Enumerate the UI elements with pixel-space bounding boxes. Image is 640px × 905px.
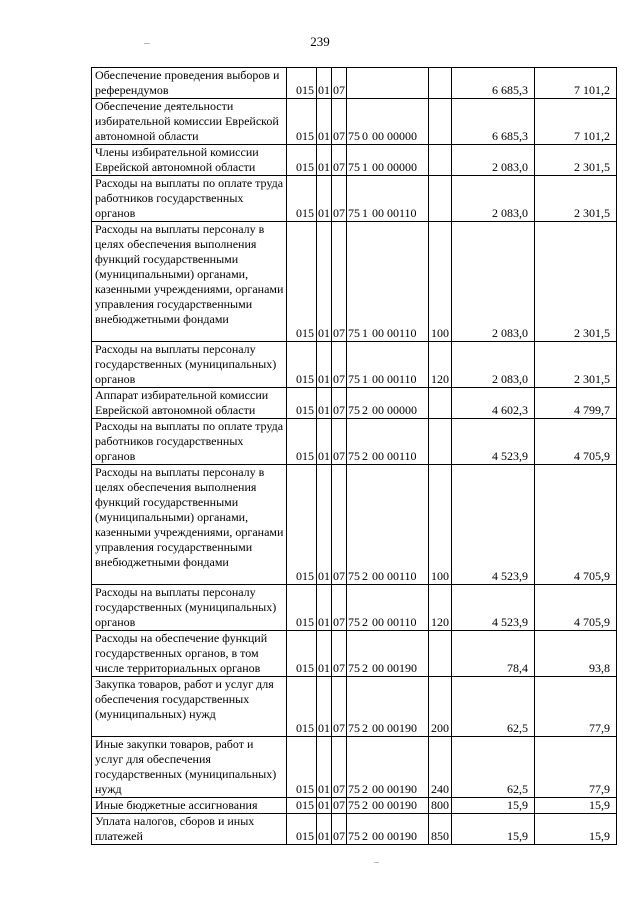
article-subprogram-code: 2 [362, 661, 368, 675]
amount-2017-cell: 2 083,0 [452, 222, 535, 342]
article-direction-code: 00 00110 [372, 206, 417, 220]
article-subprogram-code: 2 [362, 782, 368, 796]
table-row [92, 419, 617, 465]
article-direction-code: 00 00110 [372, 372, 417, 386]
section-cell: 01 [317, 585, 332, 631]
article-program-code: 75 [348, 661, 360, 675]
scan-mark [374, 862, 379, 863]
expense-name-cell: Расходы на выплаты по оплате труда работников государственных органов [92, 419, 287, 465]
section-cell: 01 [317, 176, 332, 222]
section-cell: 01 [317, 737, 332, 798]
expense-name-cell: Обеспечение деятельности избирательной комиссии Еврейской автономной области [92, 99, 287, 145]
article-direction-code: 00 00000 [372, 129, 417, 143]
subsection-cell: 07 [332, 585, 347, 631]
expense-name-cell: Расходы на выплаты персоналу в целях обеспечения выполнения функций государственными (муниципальными) органами, казенными учреждениями, органами управления государственными внебюджетными фондами [92, 222, 287, 342]
expense-type-cell [429, 388, 452, 419]
section-cell: 01 [317, 388, 332, 419]
article-program-code: 75 [348, 326, 360, 340]
article-program-code: 75 [348, 829, 360, 843]
table-row [92, 388, 617, 419]
ministry-code-cell: 015 [287, 388, 317, 419]
section-cell: 01 [317, 222, 332, 342]
ministry-code-cell: 015 [287, 798, 317, 814]
section-cell: 01 [318, 798, 330, 812]
article-program-code: 75 [348, 206, 360, 220]
target-article-cell [347, 388, 429, 419]
target-article-cell [347, 68, 429, 99]
target-article-cell [347, 631, 429, 677]
ministry-code-cell: 015 [287, 68, 317, 99]
amount-2018-cell: 2 301,5 [535, 176, 617, 222]
subsection-cell: 07 [332, 465, 347, 585]
table-row [92, 585, 617, 631]
expense-name-cell: Иные закупки товаров, работ и услуг для обеспечения государственных (муниципальных) нужд [92, 737, 287, 798]
amount-2017-cell: 2 083,0 [452, 342, 535, 388]
section-cell: 01 [317, 465, 332, 585]
article-subprogram-code: 0 [362, 129, 368, 143]
subsection-cell: 07 [332, 99, 347, 145]
amount-2018-cell: 77,9 [535, 677, 617, 737]
article-subprogram-code: 1 [362, 372, 368, 386]
amount-2018-cell: 77,9 [535, 737, 617, 798]
expense-name-cell: Иные бюджетные ассигнования [92, 798, 287, 814]
ministry-code-cell: 015 [287, 737, 317, 798]
section-cell: 01 [317, 631, 332, 677]
subsection-cell: 07 [333, 798, 345, 812]
amount-2017-cell: 6 685,3 [452, 68, 535, 99]
table-row [92, 465, 617, 585]
amount-2017-cell: 4 602,3 [452, 388, 535, 419]
target-article-cell [347, 814, 429, 845]
expense-name-cell: Расходы на выплаты персоналу государственных (муниципальных) органов [92, 342, 287, 388]
amount-2018-cell: 2 301,5 [535, 222, 617, 342]
ministry-code-cell: 015 [287, 222, 317, 342]
table-row [92, 176, 617, 222]
target-article-cell [347, 798, 429, 814]
article-program-code: 75 [348, 782, 360, 796]
section-cell: 01 [317, 145, 332, 176]
expense-name-cell: Обеспечение проведения выборов и референдумов [92, 68, 287, 99]
expense-name-cell: Закупка товаров, работ и услуг для обеспечения государственных (муниципальных) нужд [92, 677, 287, 737]
ministry-code-cell: 015 [287, 814, 317, 845]
expense-name-cell: Расходы на обеспечение функций государственных органов, в том числе территориальных органов [92, 631, 287, 677]
amount-2018-cell: 4 799,7 [535, 388, 617, 419]
expense-type-cell [429, 99, 452, 145]
expense-type-cell [429, 68, 452, 99]
ministry-code-cell: 015 [287, 585, 317, 631]
subsection-cell: 07 [332, 222, 347, 342]
expense-type-cell: 800 [429, 798, 452, 814]
table-row [92, 68, 617, 99]
target-article-cell [347, 419, 429, 465]
expense-type-cell: 120 [429, 342, 452, 388]
table-row [92, 222, 617, 342]
article-subprogram-code: 2 [362, 829, 368, 843]
amount-2018-cell: 4 705,9 [535, 465, 617, 585]
article-subprogram-code: 1 [362, 206, 368, 220]
target-article-cell [347, 99, 429, 145]
page-number: 239 [310, 34, 330, 49]
subsection-cell: 07 [332, 677, 347, 737]
expense-type-cell: 100 [429, 465, 452, 585]
amount-2018-cell: 15,9 [535, 798, 617, 814]
ministry-code-cell: 015 [287, 145, 317, 176]
article-subprogram-code: 2 [362, 798, 368, 812]
expense-type-cell [429, 145, 452, 176]
amount-2017-cell: 15,9 [452, 798, 535, 814]
section-cell: 01 [317, 99, 332, 145]
scan-mark [144, 43, 150, 44]
article-direction-code: 00 00110 [372, 569, 417, 583]
subsection-cell: 07 [332, 814, 347, 845]
ministry-code-cell: 015 [287, 99, 317, 145]
target-article-cell [347, 342, 429, 388]
table-row [92, 737, 617, 798]
section-cell: 01 [317, 342, 332, 388]
amount-2017-cell: 6 685,3 [452, 99, 535, 145]
expense-type-cell: 120 [429, 585, 452, 631]
target-article-cell [347, 737, 429, 798]
amount-2017-cell: 15,9 [452, 814, 535, 845]
expense-name-cell: Расходы на выплаты по оплате труда работников государственных органов [92, 176, 287, 222]
amount-2017-cell: 4 523,9 [452, 419, 535, 465]
section-cell: 01 [317, 419, 332, 465]
ministry-code-cell: 015 [287, 465, 317, 585]
article-program-code: 75 [348, 403, 360, 417]
expense-type-cell [429, 631, 452, 677]
amount-2018-cell: 7 101,2 [535, 99, 617, 145]
table-row [92, 814, 617, 845]
subsection-cell: 07 [332, 68, 347, 99]
table-row [92, 798, 617, 814]
target-article-cell [347, 176, 429, 222]
article-direction-code: 00 00190 [372, 798, 417, 812]
expense-type-cell [429, 176, 452, 222]
target-article-cell [347, 677, 429, 737]
subsection-cell: 07 [332, 419, 347, 465]
section-cell: 01 [317, 68, 332, 99]
expense-type-cell: 850 [429, 814, 452, 845]
article-subprogram-code: 2 [362, 403, 368, 417]
table-row [92, 631, 617, 677]
expense-type-cell: 200 [429, 677, 452, 737]
article-subprogram-code: 2 [362, 721, 368, 735]
amount-2017-cell: 62,5 [452, 677, 535, 737]
amount-2017-cell: 2 083,0 [452, 176, 535, 222]
expense-type-cell [429, 419, 452, 465]
subsection-cell: 07 [332, 145, 347, 176]
amount-2017-cell: 78,4 [452, 631, 535, 677]
target-article-cell [347, 145, 429, 176]
subsection-cell: 07 [332, 737, 347, 798]
article-direction-code: 00 00190 [372, 782, 417, 796]
table-row [92, 342, 617, 388]
article-subprogram-code: 1 [362, 326, 368, 340]
amount-2017-cell: 4 523,9 [452, 465, 535, 585]
amount-2018-cell: 93,8 [535, 631, 617, 677]
article-direction-code: 00 00000 [372, 160, 417, 174]
subsection-cell: 07 [332, 631, 347, 677]
article-direction-code: 00 00190 [372, 829, 417, 843]
amount-2017-cell: 2 083,0 [452, 145, 535, 176]
expense-type-cell: 240 [429, 737, 452, 798]
article-subprogram-code: 2 [362, 569, 368, 583]
article-program-code: 75 [348, 129, 360, 143]
table-body [92, 68, 617, 845]
amount-2018-cell: 7 101,2 [535, 68, 617, 99]
expense-name-cell: Расходы на выплаты персоналу в целях обеспечения выполнения функций государственными (муниципальными) органами, казенными учреждениями, органами управления государственными внебюджетными фондами [92, 465, 287, 585]
amount-2017-cell: 4 523,9 [452, 585, 535, 631]
expense-type-cell: 100 [429, 222, 452, 342]
ministry-code-cell: 015 [287, 419, 317, 465]
section-cell: 01 [317, 814, 332, 845]
article-program-code: 75 [348, 721, 360, 735]
article-direction-code: 00 00190 [372, 661, 417, 675]
amount-2018-cell: 2 301,5 [535, 145, 617, 176]
article-program-code: 75 [348, 449, 360, 463]
article-program-code: 75 [348, 798, 360, 812]
target-article-cell [347, 222, 429, 342]
article-program-code: 75 [348, 160, 360, 174]
target-article-cell [347, 585, 429, 631]
article-direction-code: 00 00000 [372, 403, 417, 417]
article-direction-code: 00 00110 [372, 326, 417, 340]
ministry-code-cell: 015 [287, 176, 317, 222]
budget-table [91, 67, 617, 845]
amount-2018-cell: 15,9 [535, 814, 617, 845]
amount-2018-cell: 4 705,9 [535, 585, 617, 631]
article-direction-code: 00 00190 [372, 721, 417, 735]
article-program-code: 75 [348, 372, 360, 386]
expense-name-cell: Уплата налогов, сборов и иных платежей [92, 814, 287, 845]
amount-2018-cell: 2 301,5 [535, 342, 617, 388]
subsection-cell: 07 [332, 176, 347, 222]
ministry-code-cell: 015 [287, 342, 317, 388]
ministry-code-cell: 015 [287, 631, 317, 677]
article-program-code: 75 [348, 569, 360, 583]
article-direction-code: 00 00110 [372, 449, 417, 463]
article-subprogram-code: 1 [362, 160, 368, 174]
article-subprogram-code: 2 [362, 615, 368, 629]
article-subprogram-code: 2 [362, 449, 368, 463]
expense-name-cell: Аппарат избирательной комиссии Еврейской автономной области [92, 388, 287, 419]
table-row [92, 677, 617, 737]
ministry-code-cell: 015 [287, 677, 317, 737]
subsection-cell: 07 [332, 388, 347, 419]
table-row [92, 145, 617, 176]
subsection-cell: 07 [332, 342, 347, 388]
table-row [92, 99, 617, 145]
amount-2018-cell: 4 705,9 [535, 419, 617, 465]
expense-name-cell: Расходы на выплаты персоналу государственных (муниципальных) органов [92, 585, 287, 631]
article-program-code: 75 [348, 615, 360, 629]
section-cell: 01 [317, 677, 332, 737]
expense-name-cell: Члены избирательной комиссии Еврейской автономной области [92, 145, 287, 176]
target-article-cell [347, 465, 429, 585]
article-direction-code: 00 00110 [372, 615, 417, 629]
amount-2017-cell: 62,5 [452, 737, 535, 798]
